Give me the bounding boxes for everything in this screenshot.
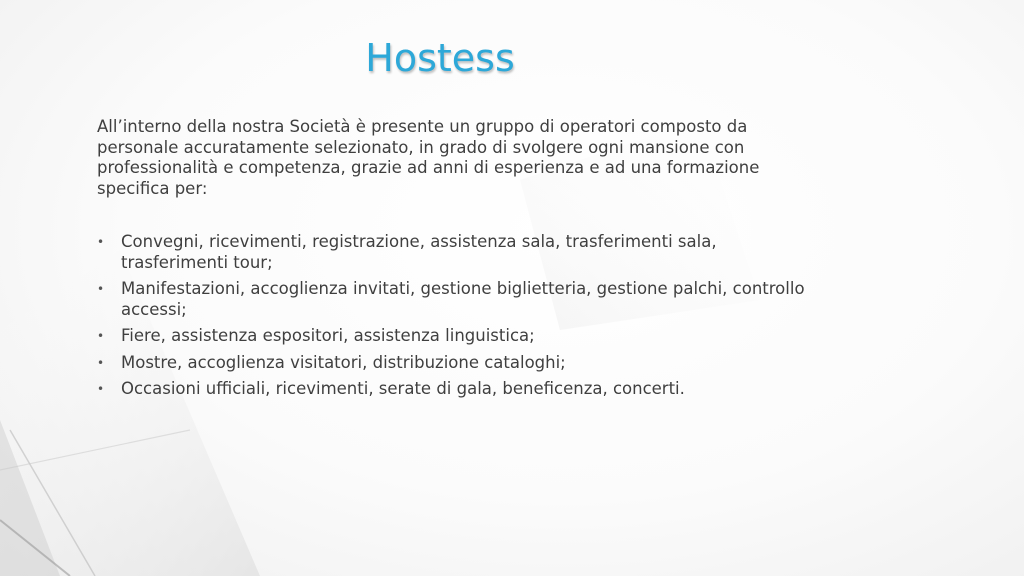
list-item-text: Convegni, ricevimenti, registrazione, assistenza sala, trasferimenti sala, trasferimenti tour; — [121, 232, 717, 272]
list-item-text: Occasioni ufficiali, ricevimenti, serate di gala, beneficenza, concerti. — [121, 379, 685, 398]
list-item — [97, 232, 827, 273]
list-item-text: Fiere, assistenza espositori, assistenza linguistica; — [121, 326, 535, 345]
bullet-icon: • — [97, 329, 105, 343]
intro-paragraph: All’interno della nostra Società è presente un gruppo di operatori composto da personale accuratamente selezionato, in grado di svolgere ogni mansione con professionalità e competenza, grazie ad anni di esperienza e ad una formazione specifica per: — [97, 117, 760, 198]
list-item — [97, 326, 827, 347]
bullet-icon: • — [97, 282, 105, 296]
bullet-icon: • — [97, 355, 105, 370]
bullet-icon: • — [97, 382, 105, 396]
list-item — [97, 353, 827, 374]
slide-title: Hostess — [365, 36, 515, 80]
list-item — [97, 279, 827, 320]
bullet-icon: • — [97, 235, 105, 249]
list-item — [97, 379, 827, 400]
list-item-text: Manifestazioni, accoglienza invitati, gestione biglietteria, gestione palchi, controllo accessi; — [121, 279, 805, 319]
list-item-text: Mostre, accoglienza visitatori, distribuzione cataloghi; — [121, 352, 566, 372]
service-list — [97, 232, 827, 406]
